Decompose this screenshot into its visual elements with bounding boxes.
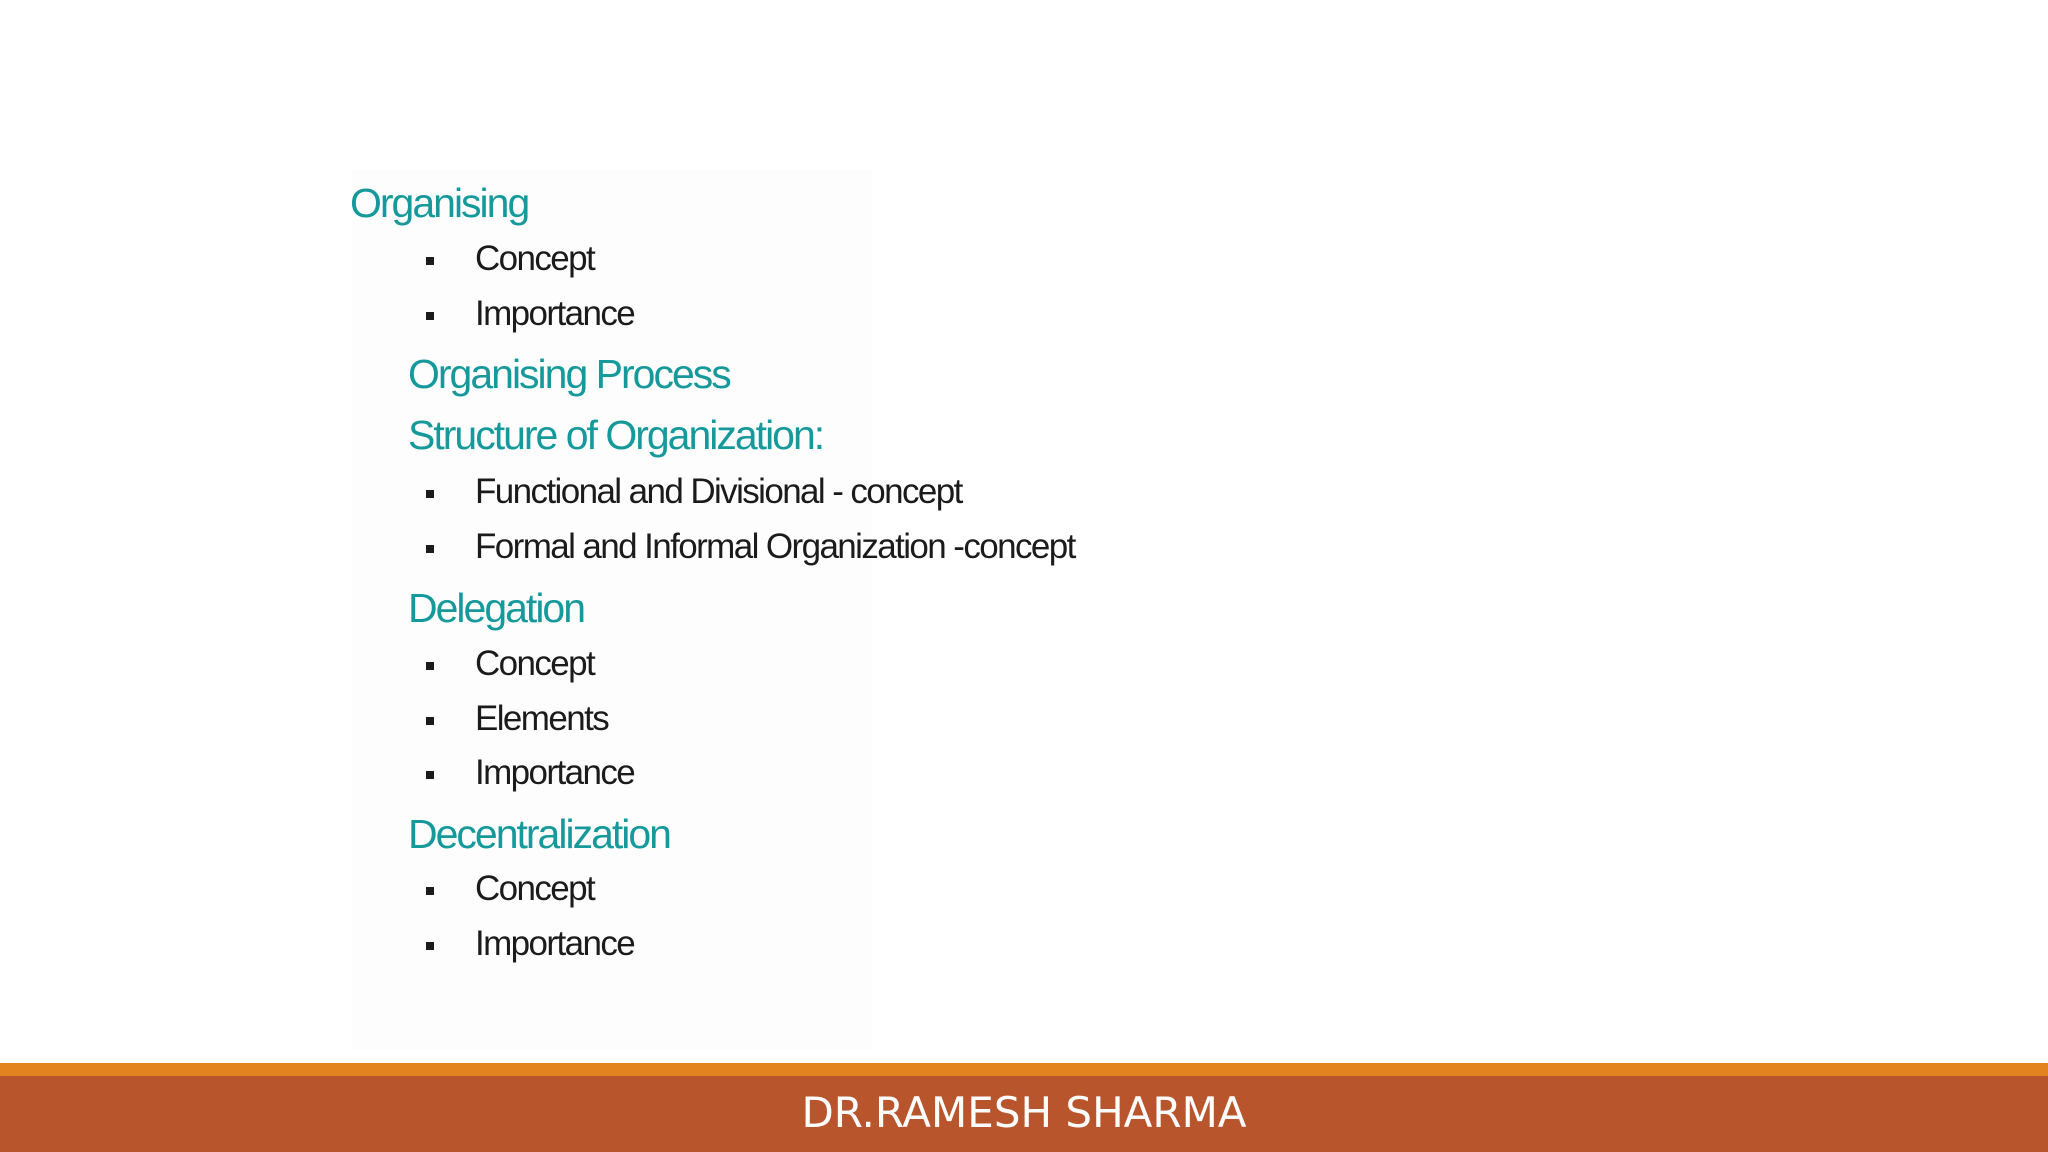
heading-decentralization: Decentralization	[408, 811, 670, 857]
list-item-label: Formal and Informal Organization -concept	[475, 527, 1075, 566]
list-item-label: Concept	[475, 644, 595, 683]
square-bullet-icon	[426, 312, 434, 320]
list-item-label: Importance	[475, 294, 635, 333]
footer-author: DR.RAMESH SHARMA	[801, 1088, 1247, 1137]
square-bullet-icon	[426, 545, 434, 553]
square-bullet-icon	[426, 717, 434, 725]
footer-bar	[0, 1076, 2048, 1152]
square-bullet-icon	[426, 257, 434, 265]
square-bullet-icon	[426, 942, 434, 950]
list-item-label: Concept	[475, 239, 595, 278]
list-item-label: Elements	[475, 699, 609, 738]
square-bullet-icon	[426, 662, 434, 670]
list-item-label: Functional and Divisional - concept	[475, 472, 962, 511]
heading-delegation: Delegation	[408, 585, 585, 631]
heading-organising: Organising	[350, 180, 529, 226]
square-bullet-icon	[426, 490, 434, 498]
square-bullet-icon	[426, 887, 434, 895]
heading-organising-process: Organising Process	[408, 351, 730, 397]
list-item-label: Importance	[475, 924, 635, 963]
square-bullet-icon	[426, 771, 434, 779]
footer-accent-line	[0, 1063, 2048, 1076]
list-item-label: Concept	[475, 869, 595, 908]
list-item-label: Importance	[475, 753, 635, 792]
heading-structure-of-organization: Structure of Organization:	[408, 412, 824, 458]
